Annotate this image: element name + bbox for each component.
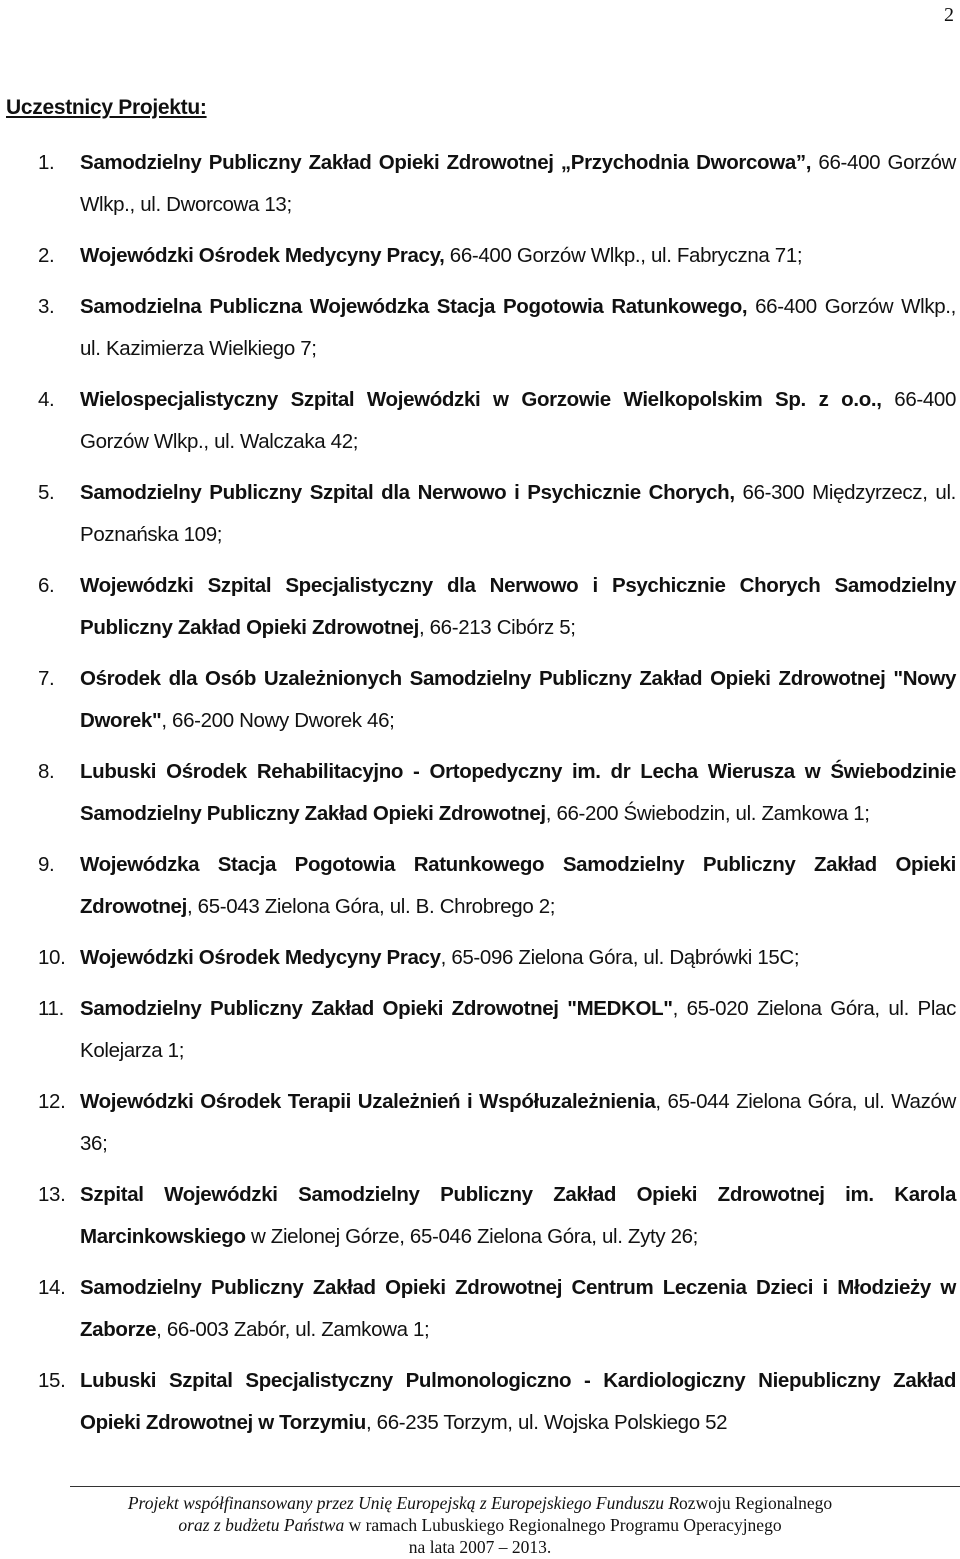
institution-name: Wojewódzki Szpital Specjalistyczny dla Nerwowo i Psychicznie Chorych Samodzielny Publiczny Zakład Opieki Zdrowotnej	[80, 574, 956, 639]
institution-address: , 65-043 Zielona Góra, ul. B. Chrobrego 2;	[186, 895, 556, 918]
list-item	[0, 988, 960, 1072]
list-item	[0, 751, 960, 835]
footer-line-3: na lata 2007 – 2013.	[408, 1537, 552, 1557]
institution-address: , 65-096 Zielona Góra, ul. Dąbrówki 15C;	[440, 946, 800, 969]
list-item	[0, 844, 960, 928]
list-item-number: 12.	[38, 1090, 66, 1113]
list-item	[0, 1174, 960, 1258]
institution-address: w Zielonej Górze, 65-046 Zielona Góra, ul. Zyty 26;	[245, 1225, 699, 1248]
list-item-number: 7.	[38, 667, 55, 690]
institution-address: 66-400 Gorzów Wlkp., ul. Walczaka 42;	[80, 388, 956, 453]
institution-address: 66-400 Gorzów Wlkp., ul. Kazimierza Wielkiego 7;	[80, 295, 956, 360]
list-item-number: 13.	[38, 1183, 66, 1206]
institution-name: Szpital Wojewódzki Samodzielny Publiczny Zakład Opieki Zdrowotnej im. Karola Marcinkowskiego	[80, 1183, 956, 1248]
list-item	[0, 235, 960, 277]
institution-address: , 65-020 Zielona Góra, ul. Plac Kolejarza 1;	[80, 997, 956, 1062]
list-item-number: 3.	[38, 295, 55, 318]
institution-address: , 66-200 Świebodzin, ul. Zamkowa 1;	[545, 802, 870, 825]
list-item	[0, 565, 960, 649]
list-item-number: 11.	[38, 997, 64, 1020]
institution-address: 66-300 Międzyrzecz, ul. Poznańska 109;	[80, 481, 956, 546]
institution-name: Ośrodek dla Osób Uzależnionych Samodzielny Publiczny Zakład Opieki Zdrowotnej "Nowy Dworek"	[80, 667, 956, 732]
list-item-number: 2.	[38, 244, 55, 267]
list-item-number: 10.	[38, 946, 66, 969]
institution-name: Wojewódzki Ośrodek Medycyny Pracy,	[80, 244, 445, 267]
institution-address: , 66-235 Torzym, ul. Wojska Polskiego 52	[365, 1411, 728, 1434]
institution-address: 66-400 Gorzów Wlkp., ul. Dworcowa 13;	[80, 151, 957, 216]
institution-address: , 66-200 Nowy Dworek 46;	[161, 709, 395, 732]
list-item-number: 4.	[38, 388, 55, 411]
institution-address: , 65-044 Zielona Góra, ul. Wazów 36;	[80, 1090, 956, 1155]
list-item	[0, 1360, 960, 1444]
list-item	[0, 1081, 960, 1165]
institution-name: Lubuski Szpital Specjalistyczny Pulmonologiczno - Kardiologiczny Niepubliczny Zakład Opieki Zdrowotnej w Torzymiu	[80, 1369, 956, 1434]
footer-line-2: oraz z budżetu Państwa w ramach Lubuskiego Regionalnego Programu Operacyjnego	[178, 1515, 782, 1535]
institution-name: Samodzielny Publiczny Zakład Opieki Zdrowotnej "MEDKOL"	[80, 997, 673, 1020]
institution-name: Wojewódzka Stacja Pogotowia Ratunkowego Samodzielny Publiczny Zakład Opieki Zdrowotnej	[80, 853, 956, 918]
institution-address: 66-400 Gorzów Wlkp., ul. Fabryczna 71;	[444, 244, 803, 267]
participants-list	[0, 142, 960, 1444]
page-heading: Uczestnicy Projektu:	[6, 96, 207, 119]
institution-address: , 66-213 Cibórz 5;	[418, 616, 576, 639]
list-item-number: 15.	[38, 1369, 66, 1392]
list-item-number: 14.	[38, 1276, 66, 1299]
footer	[0, 1492, 960, 1558]
institution-name: Samodzielny Publiczny Zakład Opieki Zdrowotnej „Przychodnia Dworcowa”,	[80, 151, 812, 174]
footer-divider	[70, 1486, 960, 1487]
list-item	[0, 286, 960, 370]
list-item	[0, 472, 960, 556]
institution-name: Samodzielna Publiczna Wojewódzka Stacja Pogotowia Ratunkowego,	[80, 295, 748, 318]
institution-address: , 66-003 Zabór, ul. Zamkowa 1;	[156, 1318, 430, 1341]
list-item-number: 8.	[38, 760, 55, 783]
institution-name: Lubuski Ośrodek Rehabilitacyjno - Ortopedyczny im. dr Lecha Wierusza w Świebodzinie Samodzielny Publiczny Zakład Opieki Zdrowotnej	[80, 760, 956, 825]
institution-name: Wojewódzki Ośrodek Terapii Uzależnień i Współuzależnienia	[80, 1090, 656, 1113]
institution-name: Samodzielny Publiczny Zakład Opieki Zdrowotnej Centrum Leczenia Dzieci i Młodzieży w Zaborze	[80, 1276, 956, 1341]
list-item-number: 1.	[38, 151, 55, 174]
institution-name: Wielospecjalistyczny Szpital Wojewódzki w Gorzowie Wielkopolskim Sp. z o.o.,	[80, 388, 882, 411]
list-item	[0, 142, 960, 226]
page-number: 2	[944, 4, 954, 26]
list-item	[0, 937, 960, 979]
institution-name: Wojewódzki Ośrodek Medycyny Pracy	[80, 946, 441, 969]
list-item	[0, 379, 960, 463]
list-item-number: 9.	[38, 853, 55, 876]
institution-name: Samodzielny Publiczny Szpital dla Nerwowo i Psychicznie Chorych,	[80, 481, 735, 504]
list-item-number: 6.	[38, 574, 55, 597]
list-item-number: 5.	[38, 481, 55, 504]
list-item	[0, 658, 960, 742]
list-item	[0, 1267, 960, 1351]
footer-line-1: Projekt współfinansowany przez Unię Europejską z Europejskiego Funduszu Rozwoju Regionalnego	[127, 1493, 833, 1513]
